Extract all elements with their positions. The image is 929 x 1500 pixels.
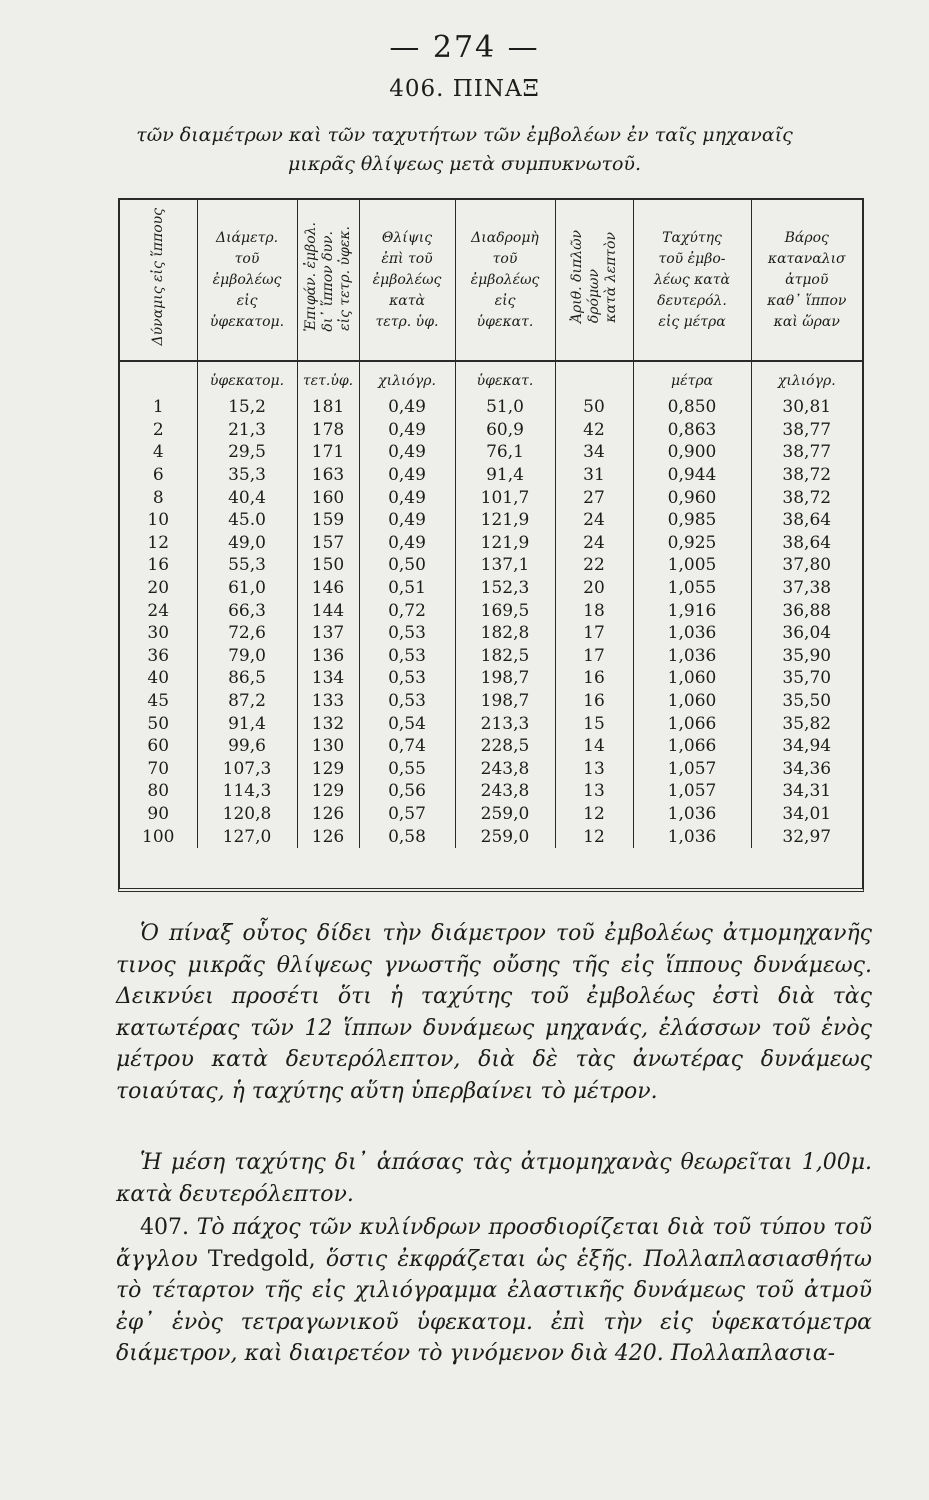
table-cell: 0,51 — [359, 577, 455, 600]
table-subtitle-line1: τῶν διαμέτρων καὶ τῶν ταχυτήτων τῶν ἐμβολέων ἐν ταῖς μηχαναῖς — [136, 124, 793, 146]
table-cell: 169,5 — [455, 599, 555, 622]
table-cell: 37,80 — [782, 555, 832, 576]
table-cell: 0,49 — [359, 509, 455, 532]
units-row — [120, 361, 862, 396]
table-cell: 133 — [297, 690, 359, 713]
unit-cell: χιλιόγρ. — [359, 361, 455, 396]
table-cell: 16 — [120, 554, 197, 577]
table-cell: 1,036 — [633, 622, 751, 645]
table-cell: 1,066 — [633, 735, 751, 758]
table-cell: 30,81 — [782, 397, 832, 418]
table-cell: 0,50 — [359, 554, 455, 577]
table-cell: 181 — [297, 396, 359, 419]
table-cell: 80 — [120, 780, 197, 803]
table-cell: 0,58 — [359, 825, 455, 848]
table-cell: 171 — [297, 441, 359, 464]
table-cell: 182,8 — [455, 622, 555, 645]
table-subtitle-line2: μικρᾶς θλίψεως μετὰ συμπυκνωτοῦ. — [287, 153, 641, 175]
table-cell: 137 — [297, 622, 359, 645]
table-cell: 12 — [555, 803, 633, 826]
data-table — [118, 198, 864, 892]
table-cell: 0,925 — [633, 532, 751, 555]
table-cell: 40 — [120, 667, 197, 690]
unit-cell: ὑφεκατομ. — [197, 361, 297, 396]
table-cell: 38,64 — [782, 510, 832, 531]
table-cell: 0,850 — [633, 396, 751, 419]
table-cell: 1,036 — [633, 645, 751, 668]
table-cell: 35,50 — [782, 691, 832, 712]
table-cell: 126 — [297, 803, 359, 826]
table-cell: 31 — [555, 464, 633, 487]
table-cell: 0,49 — [359, 419, 455, 442]
table-cell: 1,057 — [633, 758, 751, 781]
table-row — [120, 486, 862, 509]
table-header-row — [120, 200, 862, 361]
table-cell: 1 — [120, 396, 197, 419]
table-cell: 1,066 — [633, 712, 751, 735]
table-row — [120, 712, 862, 735]
table-row — [120, 577, 862, 600]
table-title: 406. ΠΙΝΑΞ — [389, 76, 540, 102]
table-cell: 35,3 — [197, 464, 297, 487]
table-row — [120, 396, 862, 419]
table-cell: 0,56 — [359, 780, 455, 803]
paragraph-cylinder-thickness — [116, 1212, 872, 1370]
table-cell: 259,0 — [455, 803, 555, 826]
table-cell: 0,985 — [633, 509, 751, 532]
header-power: Δύναμις εἰς ἵππους — [120, 200, 197, 361]
table-cell: 16 — [555, 690, 633, 713]
table-cell: 259,0 — [455, 825, 555, 848]
table-cell: 159 — [297, 509, 359, 532]
table-cell: 24 — [555, 532, 633, 555]
table-cell: 0,49 — [359, 532, 455, 555]
table-cell: 127,0 — [197, 825, 297, 848]
table-cell: 16 — [555, 667, 633, 690]
table-cell: 38,77 — [782, 419, 832, 440]
table-cell: 13 — [555, 780, 633, 803]
table-cell: 66,3 — [197, 599, 297, 622]
table-cell: 22 — [555, 554, 633, 577]
table-cell: 0,53 — [359, 667, 455, 690]
table-cell: 126 — [297, 825, 359, 848]
table-cell: 130 — [297, 735, 359, 758]
table-cell: 8 — [120, 486, 197, 509]
table-cell: 0,49 — [359, 464, 455, 487]
table-cell: 90 — [120, 803, 197, 826]
table-row — [120, 690, 862, 713]
table-cell: 36 — [120, 645, 197, 668]
table-cell: 0,53 — [359, 645, 455, 668]
table-row — [120, 780, 862, 803]
table-cell: 38,64 — [782, 532, 832, 553]
table-cell: 107,3 — [197, 758, 297, 781]
table-cell: 129 — [297, 780, 359, 803]
table-cell: 34 — [555, 441, 633, 464]
unit-cell: μέτρα — [633, 361, 751, 396]
table-cell: 37,38 — [782, 578, 832, 599]
table-cell: 0,72 — [359, 599, 455, 622]
table-cell: 18 — [555, 599, 633, 622]
table-cell: 17 — [555, 622, 633, 645]
table-cell: 13 — [555, 758, 633, 781]
table-cell: 12 — [555, 825, 633, 848]
table-row — [120, 645, 862, 668]
table-row — [120, 509, 862, 532]
table-cell: 182,5 — [455, 645, 555, 668]
table-cell: 91,4 — [455, 464, 555, 487]
table-cell: 129 — [297, 758, 359, 781]
table-cell: 0,54 — [359, 712, 455, 735]
table-cell: 17 — [555, 645, 633, 668]
table-cell: 121,9 — [455, 532, 555, 555]
table-cell: 38,72 — [782, 465, 832, 486]
table-cell: 49,0 — [197, 532, 297, 555]
paragraph-mean-speed: Ἡ μέση ταχύτης δι᾽ ἁπάσας τὰς ἀτμομηχανὰς θεωρεῖται 1,00μ. κατὰ δευτερόλεπτον. — [116, 1150, 872, 1207]
table-cell: 0,55 — [359, 758, 455, 781]
table-cell: 163 — [297, 464, 359, 487]
table-row — [120, 554, 862, 577]
table-cell: 24 — [120, 599, 197, 622]
table-cell: 91,4 — [197, 712, 297, 735]
table-cell: 0,944 — [633, 464, 751, 487]
unit-cell: χιλιόγρ. — [777, 373, 836, 389]
table-cell: 20 — [555, 577, 633, 600]
table-cell: 100 — [120, 825, 197, 848]
table-cell: 101,7 — [455, 486, 555, 509]
table-cell: 38,77 — [782, 442, 832, 463]
table-row — [120, 441, 862, 464]
table-cell: 61,0 — [197, 577, 297, 600]
header-stroke: Διαδρομὴ τοῦ ἐμβολέως εἰς ὑφεκατ. — [455, 200, 555, 361]
section-number: 407. — [140, 1215, 189, 1240]
paragraph-text: ὅστις ἐκφράζεται ὡς ἑξῆς. Πολλαπλασιασθήτω τὸ τέταρτον τῆς εἰς χιλιόγραμμα ἐλαστικῆς δυνάμεως τοῦ ἀτμοῦ ἐφ᾽ ἑνὸς τετραγωνικοῦ ὑφεκατομ. ἐπὶ τὴν εἰς ὑφεκατόμετρα διάμετρον, καὶ διαιρετέον τὸ γινόμενον διὰ 420. Πολλαπλασια- — [116, 1246, 872, 1366]
table-cell: 146 — [297, 577, 359, 600]
table-cell: 36,88 — [782, 600, 832, 621]
table-row — [120, 532, 862, 555]
table-cell: 20 — [120, 577, 197, 600]
table-cell: 55,3 — [197, 554, 297, 577]
paragraph-table-explanation: Ὁ πίναξ οὗτος δίδει τὴν διάμετρον τοῦ ἐμβολέως ἀτμομηχανῆς τινος μικρᾶς θλίψεως γνωστῆς οὔσης τῆς εἰς ἵππους δυνάμεως. Δεικνύει προσέτι ὅτι ἡ ταχύτης τοῦ ἐμβολέως ἐστὶ διὰ τὰς κατωτέρας τῶν 12 ἵππων δυνάμεως μηχανάς, ἐλάσσων τοῦ ἑνὸς μέτρου κατὰ δευτερόλεπτον, διὰ δὲ τὰς ἀνωτέρας δυνάμεως τοιαύτας, ἡ ταχύτης αὕτη ὑπερβαίνει τὸ μέτρον. — [116, 921, 872, 1104]
table-cell: 30 — [120, 622, 197, 645]
table-row — [120, 735, 862, 758]
header-diameter: Διάμετρ. τοῦ ἐμβολέως εἰς ὑφεκατομ. — [197, 200, 297, 361]
table-row — [120, 622, 862, 645]
unit-cell: τετ.ὑφ. — [297, 361, 359, 396]
table-cell: 0,863 — [633, 419, 751, 442]
table-cell: 35,70 — [782, 668, 832, 689]
table-cell: 36,04 — [782, 623, 832, 644]
table-cell: 0,49 — [359, 396, 455, 419]
table-cell: 50 — [555, 396, 633, 419]
table-cell: 24 — [555, 509, 633, 532]
table-cell: 87,2 — [197, 690, 297, 713]
table-cell: 114,3 — [197, 780, 297, 803]
page-number: — 274 — — [389, 30, 540, 65]
table-cell: 0,53 — [359, 622, 455, 645]
table-cell: 21,3 — [197, 419, 297, 442]
table-cell: 1,060 — [633, 690, 751, 713]
table-cell: 45.0 — [197, 509, 297, 532]
table-row — [120, 825, 862, 848]
table-cell: 213,3 — [455, 712, 555, 735]
header-pressure: Θλίψις ἐπὶ τοῦ ἐμβολέως κατὰ τετρ. ὑφ. — [359, 200, 455, 361]
table-cell: 60,9 — [455, 419, 555, 442]
table-cell: 86,5 — [197, 667, 297, 690]
table-cell: 152,3 — [455, 577, 555, 600]
table-cell: 1,036 — [633, 825, 751, 848]
table-cell: 79,0 — [197, 645, 297, 668]
table-cell: 243,8 — [455, 758, 555, 781]
table-cell: 144 — [297, 599, 359, 622]
table-cell: 14 — [555, 735, 633, 758]
table-cell: 0,57 — [359, 803, 455, 826]
table-cell: 121,9 — [455, 509, 555, 532]
table-row — [120, 758, 862, 781]
table-cell: 137,1 — [455, 554, 555, 577]
table-cell: 243,8 — [455, 780, 555, 803]
table-cell: 60 — [120, 735, 197, 758]
table-cell: 6 — [120, 464, 197, 487]
table-cell: 35,82 — [782, 713, 832, 734]
table-cell: 0,960 — [633, 486, 751, 509]
table-cell: 34,01 — [782, 803, 832, 824]
table-cell: 0,74 — [359, 735, 455, 758]
table-cell: 51,0 — [455, 396, 555, 419]
table-cell: 1,057 — [633, 780, 751, 803]
table-cell: 15 — [555, 712, 633, 735]
table-cell: 34,36 — [782, 758, 832, 779]
table-cell: 136 — [297, 645, 359, 668]
table-cell: 45 — [120, 690, 197, 713]
author-name: Tredgold, — [207, 1246, 316, 1272]
table-cell: 34,94 — [782, 736, 832, 757]
table-cell: 38,72 — [782, 487, 832, 508]
table-cell: 27 — [555, 486, 633, 509]
table-row — [120, 803, 862, 826]
table-cell: 134 — [297, 667, 359, 690]
header-strokes-per-minute: Ἀριθ. διπλῶνδρόμωνκατὰ λεπτὸν — [555, 200, 633, 361]
table-cell: 1,916 — [633, 599, 751, 622]
table-cell: 15,2 — [197, 396, 297, 419]
header-surface: Ἐπιφάν. ἐμβολ.δι᾽ ἵππον δυν.εἰς τετρ. ὑφεκ. — [297, 200, 359, 361]
table-cell: 72,6 — [197, 622, 297, 645]
table-cell: 40,4 — [197, 486, 297, 509]
table-cell: 178 — [297, 419, 359, 442]
table-cell: 160 — [297, 486, 359, 509]
table-cell: 99,6 — [197, 735, 297, 758]
table-row — [120, 599, 862, 622]
table-cell: 4 — [120, 441, 197, 464]
table-cell: 32,97 — [782, 826, 832, 847]
table-cell: 10 — [120, 509, 197, 532]
table-cell: 0,49 — [359, 486, 455, 509]
table-cell: 120,8 — [197, 803, 297, 826]
unit-cell: ὑφεκατ. — [455, 361, 555, 396]
paragraph-text: Τὸ πάχος τῶν κυλίνδρων προσδιορίζεται διὰ τοῦ τύπου τοῦ ἄγγλου — [116, 1215, 872, 1272]
table-cell: 1,060 — [633, 667, 751, 690]
table-cell: 0,49 — [359, 441, 455, 464]
table-cell: 35,90 — [782, 645, 832, 666]
table-cell: 34,31 — [782, 781, 832, 802]
table-row — [120, 667, 862, 690]
header-steam-weight: Βάρος καταναλισ ἀτμοῦ καθ᾽ ἵππον καὶ ὥραν — [751, 200, 862, 361]
table-cell: 1,036 — [633, 803, 751, 826]
table-cell: 76,1 — [455, 441, 555, 464]
unit-cell — [120, 361, 197, 396]
table-cell: 0,900 — [633, 441, 751, 464]
table-cell: 150 — [297, 554, 359, 577]
table-row — [120, 419, 862, 442]
table-cell: 1,005 — [633, 554, 751, 577]
table-cell: 228,5 — [455, 735, 555, 758]
table-cell: 2 — [120, 419, 197, 442]
table-cell: 198,7 — [455, 690, 555, 713]
table-cell: 132 — [297, 712, 359, 735]
unit-cell — [555, 361, 633, 396]
table-cell: 0,53 — [359, 690, 455, 713]
header-speed: Ταχύτης τοῦ ἐμβο- λέως κατὰ δευτερόλ. εἰς μέτρα — [633, 200, 751, 361]
table-row — [120, 464, 862, 487]
table-cell: 42 — [555, 419, 633, 442]
table-cell: 198,7 — [455, 667, 555, 690]
table-cell: 12 — [120, 532, 197, 555]
table-cell: 29,5 — [197, 441, 297, 464]
table-cell: 70 — [120, 758, 197, 781]
table-cell: 50 — [120, 712, 197, 735]
table-cell: 157 — [297, 532, 359, 555]
table-cell: 1,055 — [633, 577, 751, 600]
